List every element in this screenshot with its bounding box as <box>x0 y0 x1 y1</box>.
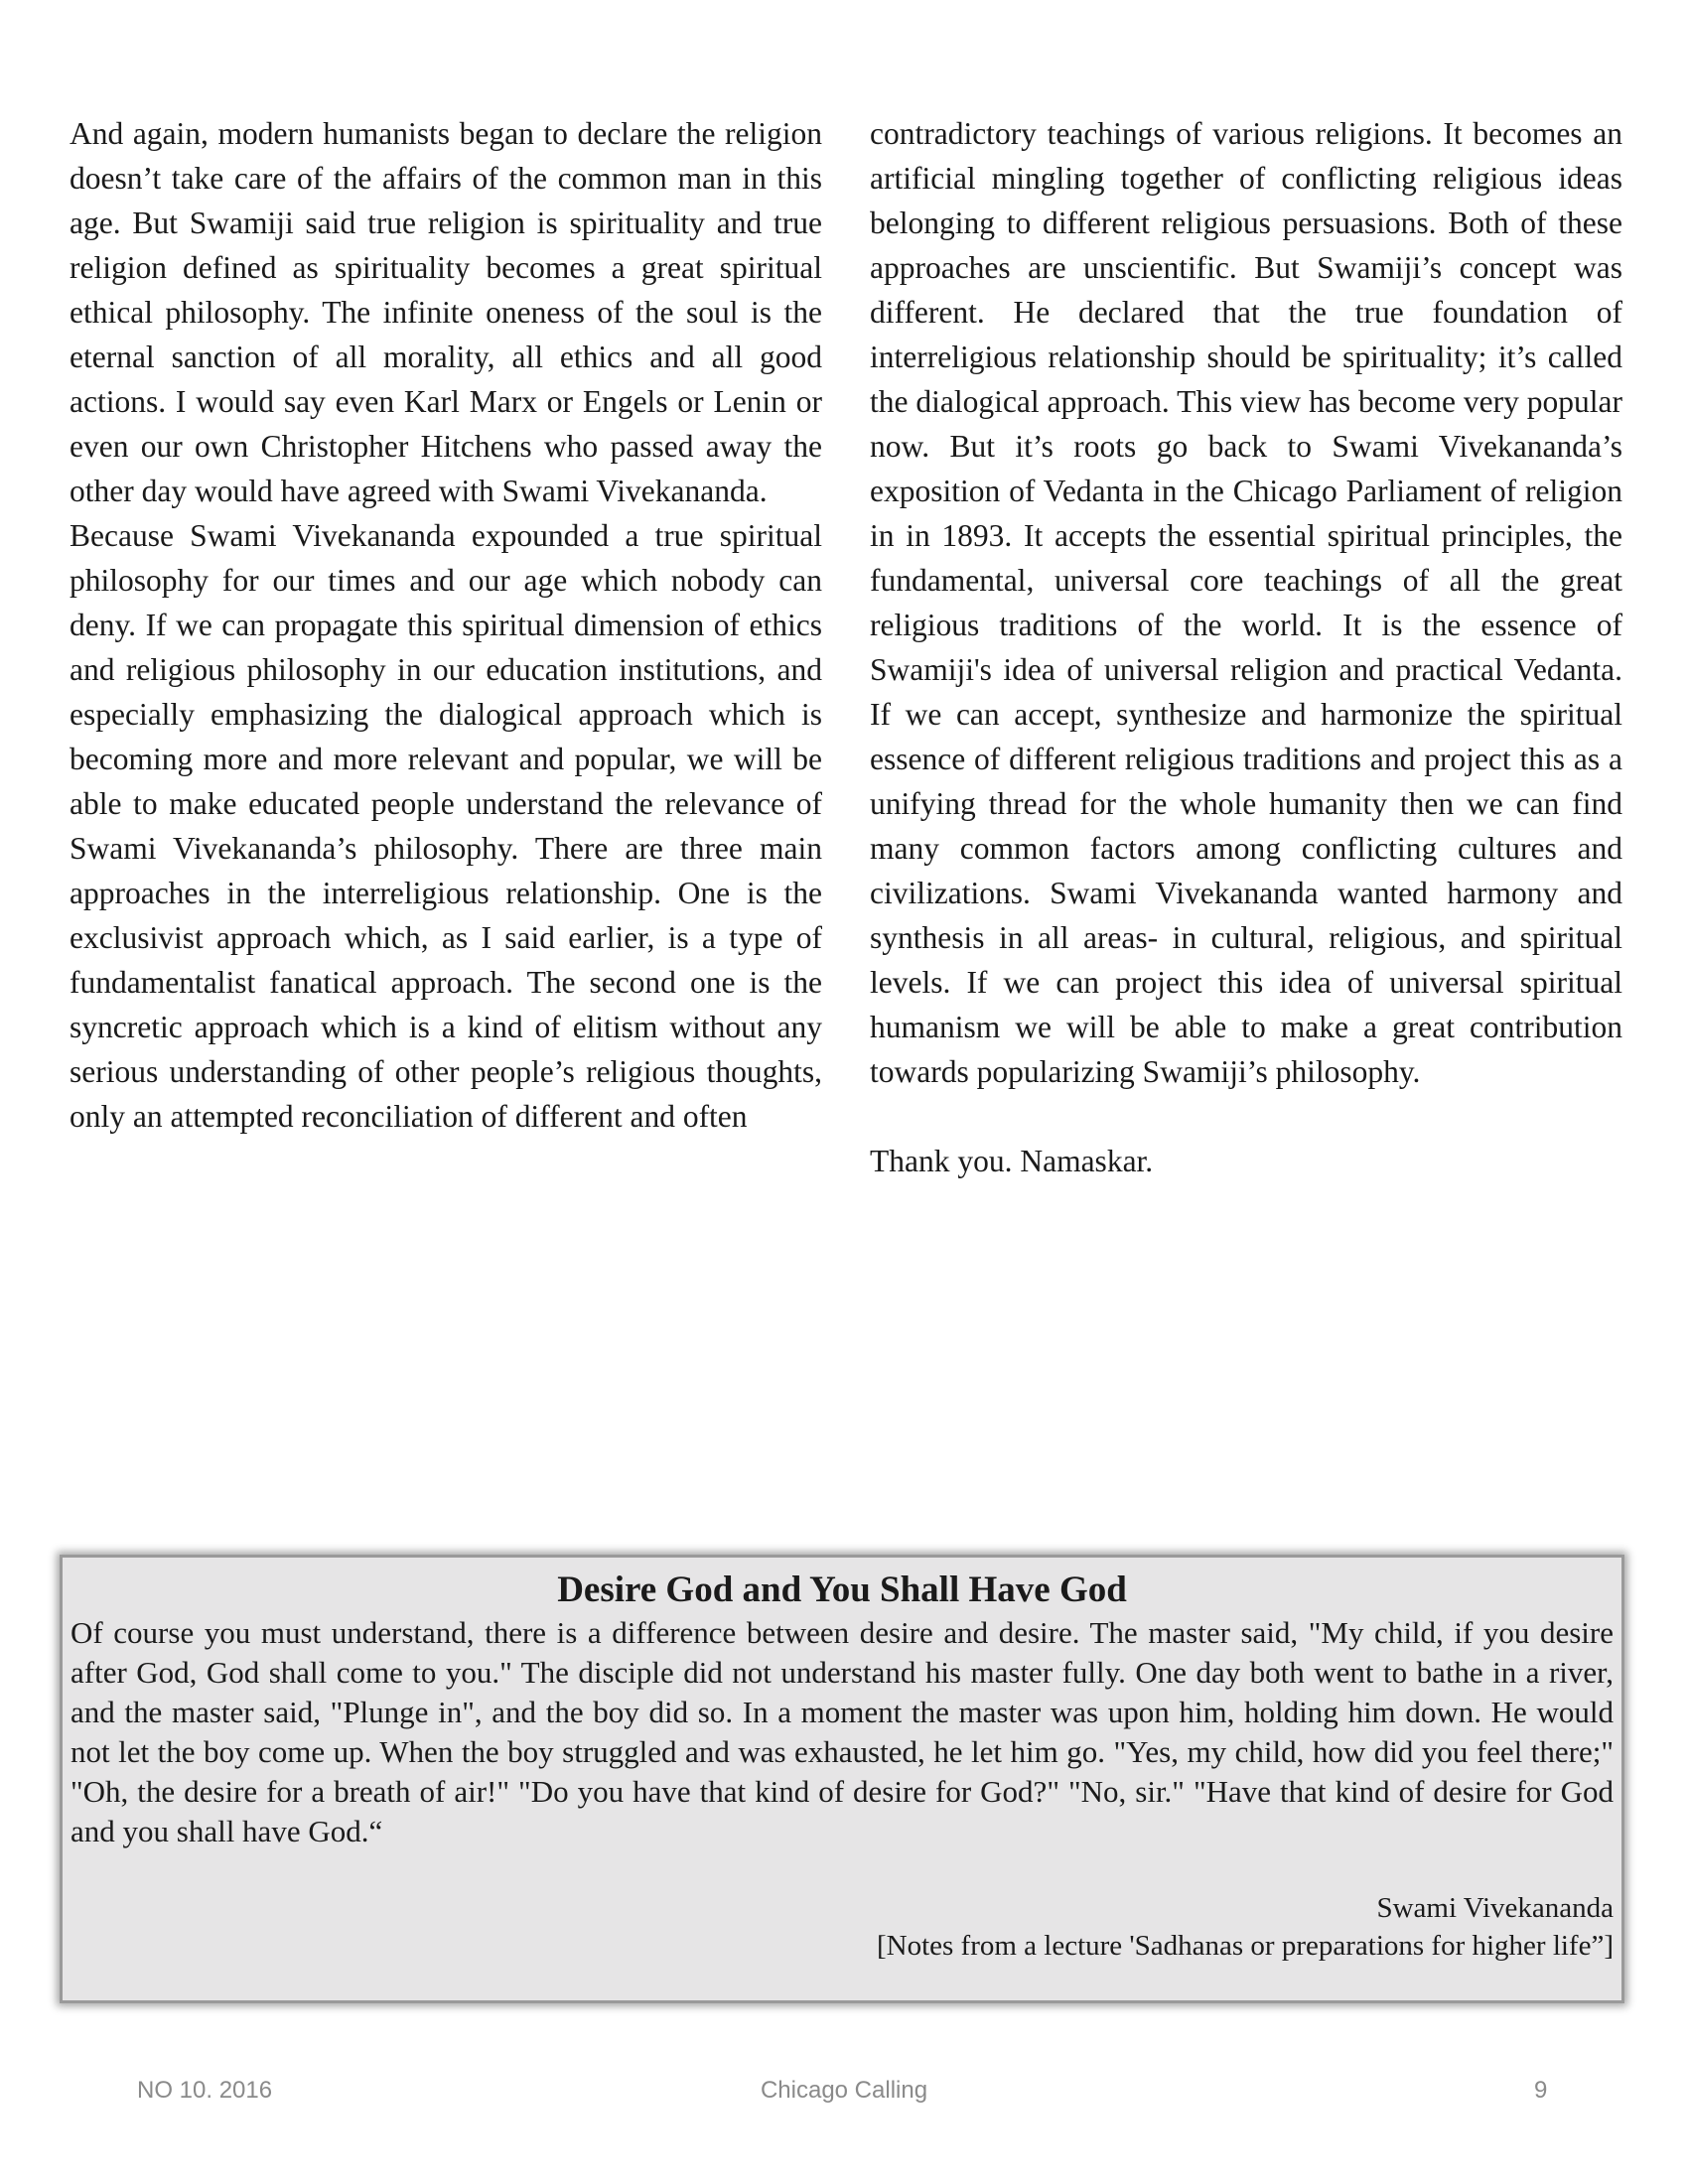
quote-box <box>60 1555 1624 2003</box>
article-column-right <box>870 111 1622 1183</box>
article-paragraph: Because Swami Vivekananda expounded a true spiritual philosophy for our times and our age which nobody can deny. If we can propagate this spiritual dimension of ethics and religious philosophy in our education institutions, and especially emphasizing the dialogical approach which is becoming more and more relevant and popular, we will be able to make educated people understand the relevance of Swami Vivekananda’s philosophy. There are three main approaches in the interreligious relationship. One is the exclusivist approach which, as I said earlier, is a type of fundamentalist fanatical approach. The second one is the syncretic approach which is a kind of elitism without any serious understanding of other people’s religious thoughts, only an attempted reconciliation of different and often <box>70 518 822 1134</box>
closing-line: Thank you. Namaskar. <box>870 1144 1154 1178</box>
footer-publication: Chicago Calling <box>760 2077 928 2104</box>
quote-source: [Notes from a lecture 'Sadhanas or preparations for higher life”] <box>876 1930 1614 1962</box>
article-paragraph: contradictory teachings of various religions. It becomes an artificial mingling together of conflicting religious ideas belonging to different religious persuasions. Both of these approaches are unscientific. But Swamiji’s concept was different. He declared that the true foundation of interreligious relationship should be spirituality; it’s called the dialogical approach. This view has become very popular now. But it’s roots go back to Swami Vivekananda’s exposition of Vedanta in the Chicago Parliament of religion in in 1893. It accepts the essential spiritual principles, the fundamental, universal core teachings of all the great religious traditions of the world. It is the essence of Swamiji's idea of universal religion and practical Vedanta. If we can accept, synthesize and harmonize the spiritual essence of different religious traditions and project this as a unifying thread for the whole humanity then we can find many common factors among conflicting cultures and civilizations. Swami Vivekananda wanted harmony and synthesis in all areas- in cultural, religious, and spiritual levels. If we can project this idea of universal spiritual humanism we will be able to make a great contribution towards popularizing Swamiji’s philosophy. <box>870 116 1622 1089</box>
quote-author: Swami Vivekananda <box>1376 1892 1614 1924</box>
quote-attribution <box>70 1889 1614 1965</box>
article-paragraph: And again, modern humanists began to declare the religion doesn’t take care of the affairs of the common man in this age. But Swamiji said true religion is spirituality and true religion defined as spirituality becomes a great spiritual ethical philosophy. The infinite oneness of the soul is the eternal sanction of all morality, all ethics and all good actions. I would say even Karl Marx or Engels or Lenin or even our own Christopher Hitchens who passed away the other day would have agreed with Swami Vivekananda. <box>70 116 822 508</box>
footer-page-number: 9 <box>1534 2077 1548 2104</box>
quote-body: Of course you must understand, there is a difference between desire and desire. The master said, "My child, if you desire after God, God shall come to you." The disciple did not understand his master fully. One day both went to bathe in a river, and the master said, "Plunge in", and the boy did so. In a moment the master was upon him, holding him down. He would not let the boy come up. When the boy struggled and was exhausted, he let him go. "Yes, my child, how did you feel there;" "Oh, the desire for a breath of air!" "Do you have that kind of desire for God?" "No, sir." "Have that kind of desire for God and you shall have God.“ <box>70 1615 1614 1848</box>
quote-title: Desire God and You Shall Have God <box>557 1570 1127 1610</box>
footer-issue: NO 10. 2016 <box>137 2077 273 2104</box>
article-column-left <box>70 111 822 1139</box>
